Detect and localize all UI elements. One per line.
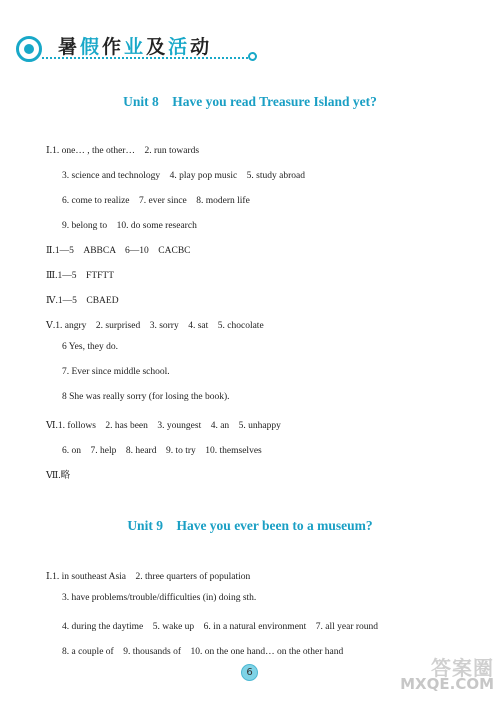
unit8-line: Ⅳ.1—5 CBAED [46,296,119,306]
unit9-line: 4. during the daytime 5. wake up 6. in a natural environment 7. all year round [62,622,379,632]
unit8-line: 3. science and technology 4. play pop music 5. study abroad [62,171,305,181]
unit8-line: Ⅶ.略 [46,471,71,481]
unit8-line: Ⅱ.1—5 ABBCA 6—10 CACBC [46,246,191,256]
header-title-char-highlight: 活 [168,36,191,58]
unit8-line: 9. belong to 10. do some research [62,221,197,231]
watermark-logo [400,656,494,693]
unit8-line: Ⅵ.1. follows 2. has been 3. youngest 4. an 5. unhappy [46,421,281,431]
header-dot-icon [248,52,257,61]
unit8-line: Ⅰ.1. one… , the other… 2. run towards [46,146,200,156]
unit8-line: Ⅲ.1—5 FTFTT [46,271,115,281]
unit8-title: Unit 8 Have you read Treasure Island yet? [123,94,377,109]
header-title-char-highlight: 假 [80,36,103,58]
watermark-cn: 答案圈 [431,656,494,680]
header-title-char: 作 [102,36,125,58]
unit9-line: Ⅰ.1. in southeast Asia 2. three quarters of population [46,572,251,582]
unit9-title: Unit 9 Have you ever been to a museum? [127,518,373,533]
unit8-line: 7. Ever since middle school. [62,367,170,377]
unit9-line: 3. have problems/trouble/difficulties (in) doing sth. [62,593,257,603]
header-title [58,32,212,59]
header-dotted-line [42,57,248,59]
page-number-badge: 6 [241,664,258,681]
header-title-char: 动 [190,36,213,58]
unit8-line: 6 Yes, they do. [62,342,118,352]
header-title-char: 暑 [58,36,81,58]
watermark-url: MXQE.COM [400,675,494,693]
header-title-char-highlight: 业 [124,36,147,58]
unit8-line: 6. on 7. help 8. heard 9. to try 10. themselves [62,446,262,456]
unit9-line: 8. a couple of 9. thousands of 10. on the one hand… on the other hand [62,647,344,657]
page-header [0,0,500,70]
circle-logo-icon [16,36,42,62]
header-title-char: 及 [146,36,169,58]
unit8-line: 8 She was really sorry (for losing the book). [62,392,230,402]
unit8-line: Ⅴ.1. angry 2. surprised 3. sorry 4. sat 5. chocolate [46,321,264,331]
unit8-line: 6. come to realize 7. ever since 8. modern life [62,196,250,206]
